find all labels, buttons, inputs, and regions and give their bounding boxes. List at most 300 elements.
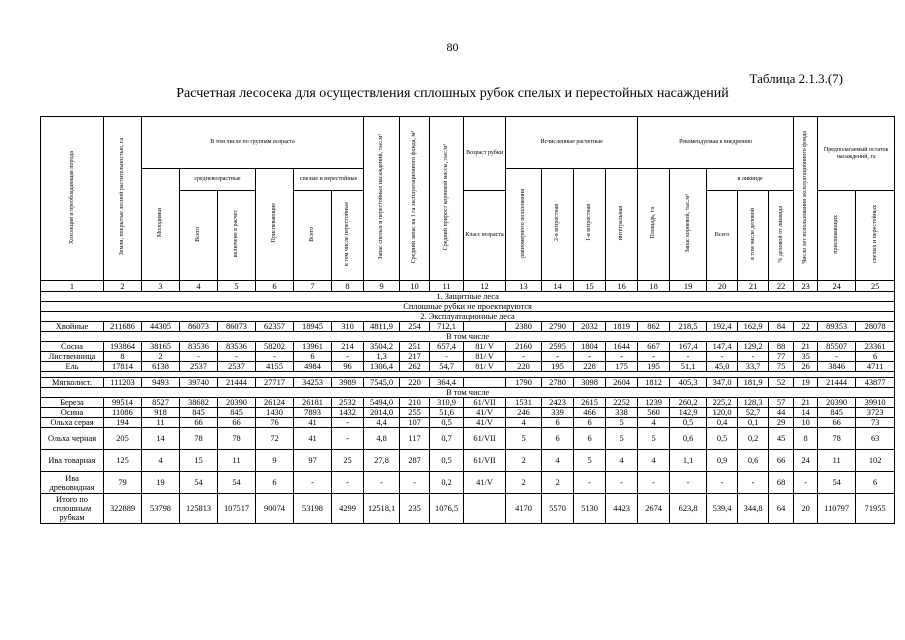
table-cell: 2 [142, 352, 180, 362]
table-cell: 218,5 [670, 322, 707, 332]
table-cell: 51,1 [670, 362, 707, 372]
table-cell: - [638, 352, 670, 362]
header-c22: % деловой от ликвида [769, 191, 794, 281]
table-cell: 58202 [256, 342, 294, 352]
table-cell: 81/ V [464, 342, 506, 352]
table-cell: 8 [794, 428, 818, 450]
table-cell: 62357 [256, 322, 294, 332]
table-cell: 41/V [464, 472, 506, 494]
table-cell: 1819 [606, 322, 638, 332]
table-cell: - [818, 352, 856, 362]
table-cell: 111203 [104, 378, 142, 388]
table-cell: 175 [606, 362, 638, 372]
table-cell: 195 [638, 362, 670, 372]
table-cell: 89353 [818, 322, 856, 332]
table-cell: 120,0 [707, 408, 738, 418]
table-cell: 4,4 [364, 418, 400, 428]
table-cell: 0,5 [430, 450, 464, 472]
table-cell: 9493 [142, 378, 180, 388]
table-cell: 53198 [294, 494, 332, 524]
table-cell: 66 [769, 450, 794, 472]
table-cell: 14 [794, 408, 818, 418]
table-cell: 125813 [180, 494, 218, 524]
table-cell: 117 [400, 428, 430, 450]
table-cell: 712,1 [430, 322, 464, 332]
table-cell: 21 [794, 398, 818, 408]
subheading-row [41, 388, 895, 398]
table-cell: 539,4 [707, 494, 738, 524]
table-cell: 11086 [104, 408, 142, 418]
header-c13: равномерного пользования [506, 169, 542, 281]
table-cell: 2423 [542, 398, 574, 408]
table-cell [464, 378, 506, 388]
table-cell: 3846 [818, 362, 856, 372]
table-cell: 195 [542, 362, 574, 372]
row-label: Ива древовидная [41, 472, 104, 494]
header-c10: Средний запас на 1 га эксплуатационного фонда, м³ [400, 117, 430, 281]
table-cell: 142,9 [670, 408, 707, 418]
table-row [41, 494, 895, 524]
table-cell: 10 [794, 418, 818, 428]
table-cell: 2032 [574, 322, 606, 332]
table-cell: 29 [769, 418, 794, 428]
table-cell: 6 [256, 472, 294, 494]
table-body [41, 292, 895, 524]
table-cell: 66 [818, 418, 856, 428]
table-cell: 26 [794, 362, 818, 372]
table-cell: - [332, 418, 364, 428]
table-cell: 1644 [606, 342, 638, 352]
table-cell: 1790 [506, 378, 542, 388]
table-cell: 8527 [142, 398, 180, 408]
table-cell: 52,7 [738, 408, 769, 418]
table-cell: 3989 [332, 378, 364, 388]
subheading-label: В том числе [41, 388, 895, 398]
table-cell: - [294, 472, 332, 494]
table-cell: 54 [818, 472, 856, 494]
table-cell: - [638, 472, 670, 494]
table-cell [464, 494, 506, 524]
table-cell: 338 [606, 408, 638, 418]
table-cell: 2674 [638, 494, 670, 524]
header-c11: Средний прирост корневой массы, тыс.м³ [430, 117, 464, 281]
table-cell: 1804 [574, 342, 606, 352]
table-cell: 11 [142, 418, 180, 428]
table-cell: 235 [400, 494, 430, 524]
table-cell: 25 [332, 450, 364, 472]
table-cell: 193864 [104, 342, 142, 352]
table-cell: 2 [506, 450, 542, 472]
table-cell: 45 [769, 428, 794, 450]
table-cell: 344,8 [738, 494, 769, 524]
table-cell: - [606, 472, 638, 494]
table-cell: 1,3 [364, 352, 400, 362]
table-cell: 405,3 [670, 378, 707, 388]
table-cell: 217 [400, 352, 430, 362]
table-cell: 27717 [256, 378, 294, 388]
table-cell: - [506, 352, 542, 362]
subheading-row [41, 332, 895, 342]
column-number: 24 [818, 281, 856, 292]
table-cell: 0,6 [670, 428, 707, 450]
table-cell: 21444 [218, 378, 256, 388]
table-cell: 38682 [180, 398, 218, 408]
column-number: 20 [707, 281, 738, 292]
column-number: 21 [738, 281, 769, 292]
table-cell: 0,6 [738, 450, 769, 472]
header-c21: в том числе деловой [738, 191, 769, 281]
table-cell: - [332, 352, 364, 362]
table-cell: - [180, 352, 218, 362]
table-cell: 466 [574, 408, 606, 418]
table-cell: 6 [574, 428, 606, 450]
table-cell: - [670, 352, 707, 362]
header-age-groups: В том числе по группам возраста [142, 117, 364, 169]
table-cell: 76 [256, 418, 294, 428]
row-label: Ель [41, 362, 104, 372]
table-cell: 2537 [180, 362, 218, 372]
header-c4: Всего [180, 191, 218, 281]
table-cell: 339 [542, 408, 574, 418]
table-cell: 73 [856, 418, 895, 428]
header-middle-aged: средневозрастные [180, 169, 256, 191]
table-cell: 88 [769, 342, 794, 352]
table-cell: 0,2 [430, 472, 464, 494]
row-label: Осина [41, 408, 104, 418]
table-cell: 287 [400, 450, 430, 472]
table-cell: 15 [180, 450, 218, 472]
table-cell: 7893 [294, 408, 332, 418]
table-cell: 2252 [606, 398, 638, 408]
table-row [41, 398, 895, 408]
header-c14: 2-я возрастная [542, 169, 574, 281]
table-cell: 52 [769, 378, 794, 388]
table-cell: 4 [638, 450, 670, 472]
table-cell: 2780 [542, 378, 574, 388]
table-cell: 41 [294, 418, 332, 428]
column-number: 11 [430, 281, 464, 292]
table-cell: 2615 [574, 398, 606, 408]
table-cell: 1239 [638, 398, 670, 408]
table-cell: 0,1 [738, 418, 769, 428]
table-cell: 5 [574, 450, 606, 472]
table-cell: 26124 [256, 398, 294, 408]
table-cell: 3504,2 [364, 342, 400, 352]
table-cell: 64 [769, 494, 794, 524]
table-cell: 43877 [856, 378, 895, 388]
table-cell: - [574, 352, 606, 362]
column-number: 18 [638, 281, 670, 292]
table-cell: 5 [638, 428, 670, 450]
header-c8: в том числе перестойные [332, 191, 364, 281]
table-cell: 85507 [818, 342, 856, 352]
table-cell: 71955 [856, 494, 895, 524]
header-c16: интегральная [606, 169, 638, 281]
page-number: 80 [446, 40, 459, 54]
column-number: 25 [856, 281, 895, 292]
table-cell: 11 [818, 450, 856, 472]
table-cell: 2790 [542, 322, 574, 332]
header-c1: Хозсекция и преобладающая порода [41, 117, 104, 281]
table-cell: 79 [104, 472, 142, 494]
table-cell: 192,4 [707, 322, 738, 332]
table-cell: 102 [856, 450, 895, 472]
table-cell: 81/ V [464, 352, 506, 362]
section-row-note [41, 302, 895, 312]
table-cell: 194 [104, 418, 142, 428]
header-c12: Класс возраста [464, 191, 506, 281]
table-cell [464, 322, 506, 332]
table-cell: 0,7 [430, 428, 464, 450]
table-cell: 54,7 [430, 362, 464, 372]
table-cell: 22 [794, 322, 818, 332]
table-cell: 246 [506, 408, 542, 418]
section-row-protective [41, 292, 895, 302]
table-row [41, 472, 895, 494]
column-number: 4 [180, 281, 218, 292]
table-cell: 44305 [142, 322, 180, 332]
table-row [41, 428, 895, 450]
table-cell: 77 [769, 352, 794, 362]
table-cell: 6 [542, 428, 574, 450]
table-cell: 1432 [332, 408, 364, 418]
table-cell: - [738, 352, 769, 362]
table-cell: 5494,0 [364, 398, 400, 408]
row-label: Ольха серая [41, 418, 104, 428]
header-c6: Приспевающие [256, 169, 294, 281]
table-cell: 1430 [256, 408, 294, 418]
column-number: 14 [542, 281, 574, 292]
row-label: Сосна [41, 342, 104, 352]
table-cell: 11 [218, 450, 256, 472]
table-cell: 83536 [180, 342, 218, 352]
column-number: 6 [256, 281, 294, 292]
table-cell: 44 [769, 408, 794, 418]
table-cell: 4711 [856, 362, 895, 372]
table-cell: - [574, 472, 606, 494]
section-label: 2. Эксплуатационные леса [41, 312, 895, 322]
table-cell: 918 [142, 408, 180, 418]
table-cell: 657,4 [430, 342, 464, 352]
column-number: 1 [41, 281, 104, 292]
table-cell: 5 [606, 418, 638, 428]
table-row [41, 342, 895, 352]
table-cell: 1,1 [670, 450, 707, 472]
table-cell: 5130 [574, 494, 606, 524]
table-cell: 54 [218, 472, 256, 494]
table-cell: 0,9 [707, 450, 738, 472]
table-cell: 2160 [506, 342, 542, 352]
table-cell: 2 [506, 472, 542, 494]
table-cell: 57 [769, 398, 794, 408]
header-c20: Всего [707, 191, 738, 281]
row-label: Хвойные [41, 322, 104, 332]
table-cell: 623,8 [670, 494, 707, 524]
table-cell: 61/VII [464, 398, 506, 408]
table-cell: 162,9 [738, 322, 769, 332]
table-cell: 107 [400, 418, 430, 428]
table-cell: 6 [856, 472, 895, 494]
table-cell: 0,5 [707, 428, 738, 450]
column-number: 19 [670, 281, 707, 292]
column-number: 10 [400, 281, 430, 292]
table-cell: 107517 [218, 494, 256, 524]
subheading-label: В том числе [41, 332, 895, 342]
table-cell: 4 [142, 450, 180, 472]
column-number: 13 [506, 281, 542, 292]
table-row [41, 362, 895, 372]
table-cell: 51,6 [430, 408, 464, 418]
table-cell: 90074 [256, 494, 294, 524]
table-cell: 845 [218, 408, 256, 418]
column-number: 7 [294, 281, 332, 292]
table-cell: 2604 [606, 378, 638, 388]
table-cell: 129,2 [738, 342, 769, 352]
table-cell: 3098 [574, 378, 606, 388]
table-cell: 78 [818, 428, 856, 450]
table-cell: 667 [638, 342, 670, 352]
header-recommended: Рекомендуемая к внедрению [638, 117, 794, 169]
table-cell: 228 [574, 362, 606, 372]
table-cell: - [400, 472, 430, 494]
table-cell: 8 [104, 352, 142, 362]
section-label: 1. Защитные леса [41, 292, 895, 302]
table-cell: 1076,5 [430, 494, 464, 524]
table-number: Таблица 2.1.3.(7) [749, 71, 843, 86]
table-cell: 4984 [294, 362, 332, 372]
header-mature: спелые и перестойные [294, 169, 364, 191]
table-cell: 5570 [542, 494, 574, 524]
table-cell: 4423 [606, 494, 638, 524]
table-cell: - [364, 472, 400, 494]
column-number: 22 [769, 281, 794, 292]
table-cell: 39740 [180, 378, 218, 388]
column-number: 2 [104, 281, 142, 292]
table-cell: 53798 [142, 494, 180, 524]
row-label: Ива товарная [41, 450, 104, 472]
table-cell: 128,3 [738, 398, 769, 408]
table-cell: 84 [769, 322, 794, 332]
table-cell: - [707, 472, 738, 494]
table-cell: 4 [506, 418, 542, 428]
table-cell: 41/V [464, 408, 506, 418]
table-cell: 2 [542, 472, 574, 494]
header-c23: Число лет использования эксплуатационного фонда [794, 117, 818, 281]
table-cell: 260,2 [670, 398, 707, 408]
table-cell: 78 [180, 428, 218, 450]
table-row [41, 352, 895, 362]
header-c9: Запас спелых и перестойных насаждений, тыс.м³ [364, 117, 400, 281]
table-cell: 19 [142, 472, 180, 494]
table-cell: 61/VII [464, 428, 506, 450]
table-cell: 220 [400, 378, 430, 388]
table-cell: - [256, 352, 294, 362]
table-cell: 20390 [218, 398, 256, 408]
table-row [41, 450, 895, 472]
header-c7: Всего [294, 191, 332, 281]
section-label: Сплошные рубки не проектируются [41, 302, 895, 312]
table-cell: 41 [294, 428, 332, 450]
table-cell: 322889 [104, 494, 142, 524]
table-cell: 2532 [332, 398, 364, 408]
table-cell: 26181 [294, 398, 332, 408]
table-cell: 72 [256, 428, 294, 450]
table-cell: 4299 [332, 494, 364, 524]
table-cell: 4 [542, 450, 574, 472]
allowable-cut-table [40, 116, 895, 524]
table-cell: 21444 [818, 378, 856, 388]
table-cell: 364,4 [430, 378, 464, 388]
column-number: 23 [794, 281, 818, 292]
column-numbers-row [41, 281, 895, 292]
table-header [41, 117, 895, 292]
table-cell: 12518,1 [364, 494, 400, 524]
table-cell: 61/VII [464, 450, 506, 472]
table-cell: 35 [794, 352, 818, 362]
column-number: 9 [364, 281, 400, 292]
table-cell: 96 [332, 362, 364, 372]
table-cell: 205 [104, 428, 142, 450]
row-label: Лиственница [41, 352, 104, 362]
table-cell: 68 [769, 472, 794, 494]
table-cell: 214 [332, 342, 364, 352]
table-cell: 45,0 [707, 362, 738, 372]
table-cell: 0,5 [430, 418, 464, 428]
table-cell: 310,9 [430, 398, 464, 408]
table-cell: 4155 [256, 362, 294, 372]
table-cell: 862 [638, 322, 670, 332]
table-cell: 310 [332, 322, 364, 332]
table-cell: 28078 [856, 322, 895, 332]
table-cell: 2537 [218, 362, 256, 372]
table-cell: 2014,0 [364, 408, 400, 418]
table-cell: - [707, 352, 738, 362]
table-cell: 41/V [464, 418, 506, 428]
column-number: 16 [606, 281, 638, 292]
table-cell: 167,4 [670, 342, 707, 352]
table-cell: 24 [794, 450, 818, 472]
header-liquid: в ликвиде [707, 169, 794, 191]
table-row [41, 322, 895, 332]
table-cell: 20 [794, 494, 818, 524]
column-number: 5 [218, 281, 256, 292]
table-cell: 38165 [142, 342, 180, 352]
table-cell: 7545,0 [364, 378, 400, 388]
table-cell: 97 [294, 450, 332, 472]
table-cell: 0,4 [707, 418, 738, 428]
table-cell: 1306,4 [364, 362, 400, 372]
row-label: Ольха черная [41, 428, 104, 450]
table-cell: 75 [769, 362, 794, 372]
table-cell: 1531 [506, 398, 542, 408]
table-cell: 0,5 [670, 418, 707, 428]
row-label: Береза [41, 398, 104, 408]
table-cell: 78 [218, 428, 256, 450]
table-cell: 83536 [218, 342, 256, 352]
table-row [41, 378, 895, 388]
table-cell: 147,4 [707, 342, 738, 352]
table-cell: 211686 [104, 322, 142, 332]
table-cell: 0,2 [738, 428, 769, 450]
table-cell: - [670, 472, 707, 494]
header-c2: Земли, покрытые лесной растительностью, га [104, 117, 142, 281]
header-c19: Запас корневой, тыс.м³ [670, 169, 707, 281]
table-cell: 20390 [818, 398, 856, 408]
table-cell: 66 [218, 418, 256, 428]
table-cell: 845 [818, 408, 856, 418]
table-cell: 6 [574, 418, 606, 428]
column-number: 15 [574, 281, 606, 292]
